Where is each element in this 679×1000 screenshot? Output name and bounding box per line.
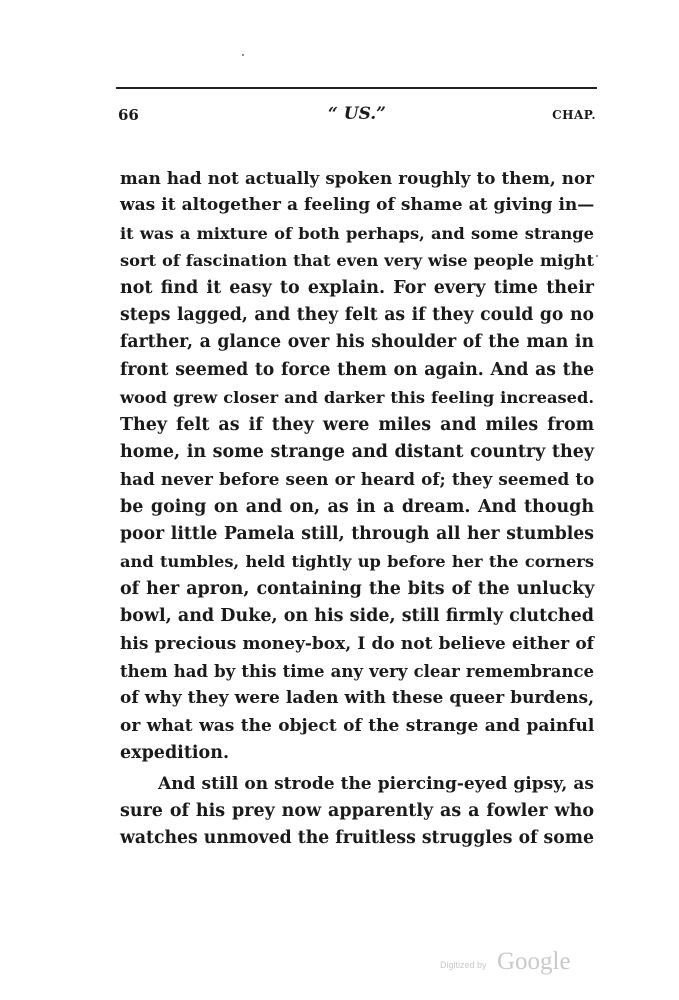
text-line: his precious money-box, I do not believe either of bbox=[120, 633, 594, 654]
text-line: And still on strode the piercing-eyed gipsy, as bbox=[158, 773, 594, 794]
digitized-by-label: Digitized by bbox=[440, 960, 487, 970]
text-line: They felt as if they were miles and miles from bbox=[120, 414, 595, 435]
paragraph bbox=[120, 165, 594, 768]
body-text bbox=[120, 165, 594, 853]
page-number: 66 bbox=[118, 106, 139, 124]
text-line: front seemed to force them on again. And as the bbox=[120, 359, 595, 380]
text-line: expedition. bbox=[120, 743, 230, 764]
text-line: not find it easy to explain. For every time their bbox=[120, 277, 594, 298]
text-line: had never before seen or heard of; they seemed to bbox=[120, 469, 595, 490]
text-line: bowl, and Duke, on his side, still firmly clutched bbox=[120, 606, 594, 627]
print-speck bbox=[596, 255, 598, 257]
text-line: be going on and on, as in a dream. And though bbox=[120, 496, 595, 517]
text-line: wood grew closer and darker this feeling increased. bbox=[120, 388, 594, 408]
text-line: of her apron, containing the bits of the unlucky bbox=[120, 578, 595, 599]
text-line: it was a mixture of both perhaps, and some strange bbox=[120, 223, 594, 243]
digitization-watermark bbox=[440, 948, 580, 978]
running-title: “ US.” bbox=[328, 104, 386, 124]
text-line: of why they were laden with these queer burdens, bbox=[120, 688, 594, 709]
text-line: sure of his prey now apparently as a fowler who bbox=[120, 800, 594, 821]
text-line: them had by this time any very clear remembrance bbox=[120, 662, 594, 682]
text-line: poor little Pamela still, through all her stumbles bbox=[120, 524, 594, 545]
text-line: and tumbles, held tightly up before her the corners bbox=[120, 552, 594, 572]
print-speck bbox=[242, 54, 244, 56]
text-line: was it altogether a feeling of shame at giving in— bbox=[120, 195, 595, 216]
paragraph bbox=[120, 771, 594, 853]
text-line: steps lagged, and they felt as if they could go no bbox=[120, 304, 594, 325]
text-line: or what was the object of the strange and painful bbox=[120, 715, 595, 736]
chapter-label: CHAP. bbox=[552, 108, 596, 122]
text-line: home, in some strange and distant country they bbox=[120, 441, 594, 462]
page-header bbox=[118, 104, 596, 132]
text-line: sort of fascination that even very wise people might bbox=[120, 251, 594, 271]
text-line: watches unmoved the fruitless struggles of some bbox=[120, 828, 594, 849]
google-logo: Google bbox=[497, 948, 571, 975]
text-line: man had not actually spoken roughly to them, nor bbox=[120, 168, 594, 188]
text-line: farther, a glance over his shoulder of the man in bbox=[120, 332, 594, 353]
header-rule bbox=[116, 87, 597, 89]
